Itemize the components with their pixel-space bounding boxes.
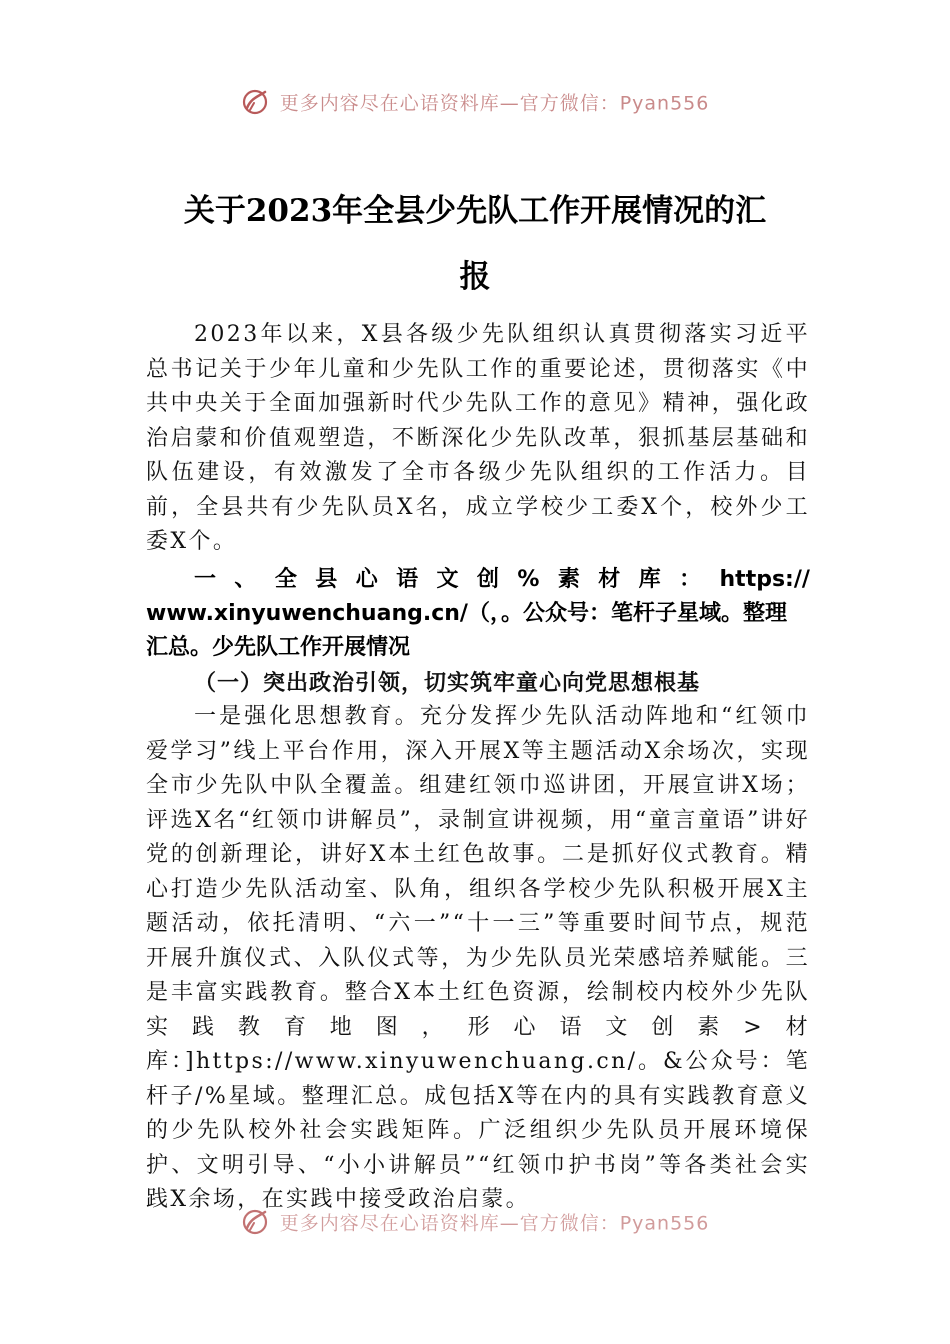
watermark-banner-top: [0, 88, 950, 116]
heading-char: 一: [194, 567, 217, 592]
subsection-1-paragraph: 一是强化思想教育。充分发挥少先队活动阵地和“红领巾爱学习”线上平台作用，深入开展X等主题活动X余场次，实现全市少先队中队全覆盖。组建红领巾巡讲团，开展宣讲X场；评选X名“红领巾讲解员”，录制宣讲视频，用“童言童语”讲好党的创新理论，讲好X本土红色故事。二是抓好仪式教育。精心打造少先队活动室、队角，组织各学校少先队积极开展X主题活动，依托清明、“六一”“十一三”等重要时间节点，规范开展升旗仪式、入队仪式等，为少先队员光荣感培养赋能。三是丰富实践教育。整合X本土红色资源，绘制校内校外少先队实践教育地图，形心语文创素>材库：]https://www.xinyuwenchuang.cn/。&公众号：笔杆子/%星域。整理汇总。成包括X等在内的具有实践教育意义的少先队校外社会实践矩阵。广泛组织少先队员开展环境保护、文明引导、“小小讲解员”“红领巾护书岗”等各类社会实践X余场，在实践中接受政治启蒙。: [146, 704, 810, 1212]
heading-char: 、: [234, 567, 257, 592]
heading-char: https://: [719, 567, 810, 592]
banner-text: 更多内容尽在心语资料库—官方微信：Pyan556: [279, 92, 710, 115]
heading-char: 心: [355, 567, 378, 592]
heading-char: 创: [476, 567, 499, 592]
heading-char: 语: [396, 567, 419, 592]
heading-char: 库: [638, 567, 661, 592]
intro-paragraph: 2023年以来，X县各级少先队组织认真贯彻落实习近平总书记关于少年儿童和少先队工作的重要论述，贯彻落实《中共中央关于全面加强新时代少先队工作的意见》精神，强化政治启蒙和价值观塑造，不断深化少先队改革，狠抓基层基础和队伍建设，有效激发了全市各级少先队组织的工作活力。目前，全县共有少先队员X名，成立学校少工委X个，校外少工委X个。: [146, 322, 810, 554]
section-heading-1: [146, 563, 810, 665]
heading-char: %: [517, 567, 540, 592]
brand-logo-icon: [241, 88, 269, 116]
section-heading-1-line3: 汇总。少先队工作开展情况: [146, 635, 411, 660]
subsection-heading-1: （一）突出政治引领，切实筑牢童心向党思想根基: [194, 670, 701, 696]
heading-char: 县: [315, 567, 338, 592]
brand-logo-icon: [241, 1208, 269, 1236]
section-heading-1-line2: www.xinyuwenchuang.cn/（，。公众号：笔杆子星域。整理: [146, 601, 787, 626]
banner-text: 更多内容尽在心语资料库—官方微信：Pyan556: [279, 1212, 710, 1235]
heading-char: 文: [436, 567, 459, 592]
watermark-banner-bottom: [0, 1208, 950, 1236]
document-title-line1: 关于2023年全县少先队工作开展情况的汇: [183, 193, 767, 229]
heading-char: 材: [598, 567, 621, 592]
heading-char: ：: [679, 567, 702, 592]
heading-char: 全: [274, 567, 297, 592]
heading-char: 素: [557, 567, 580, 592]
document-title-line2: 报: [459, 259, 491, 295]
section-heading-1-line1: [146, 563, 810, 597]
